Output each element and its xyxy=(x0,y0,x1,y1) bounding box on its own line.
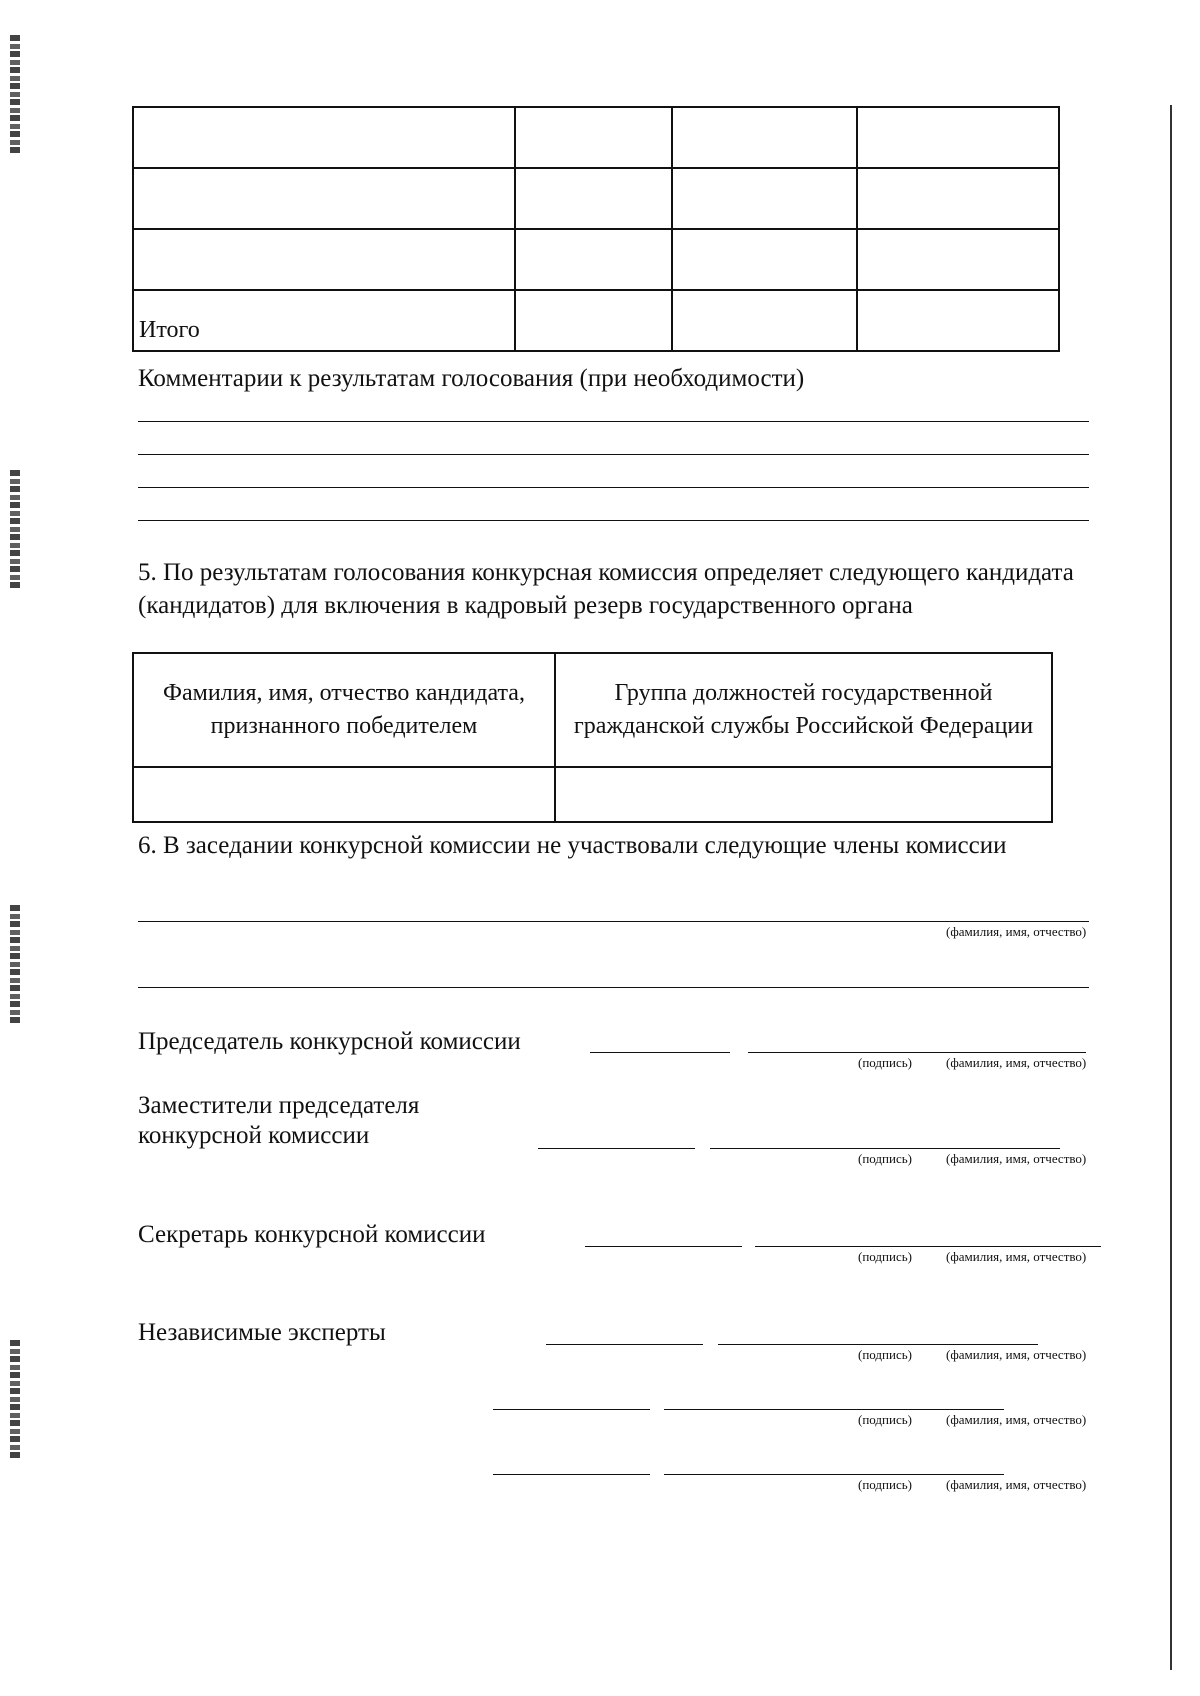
table-cell xyxy=(133,229,515,290)
expert-2-name-line[interactable] xyxy=(664,1409,1004,1410)
expert-2-fio-hint: (фамилия, имя, отчество) xyxy=(946,1412,1087,1427)
table-cell xyxy=(857,168,1059,229)
expert-1-fio-hint: (фамилия, имя, отчество) xyxy=(946,1347,1087,1362)
comments-label: Комментарии к результатам голосования (при необходимости) xyxy=(138,365,805,392)
expert-1-signature-line[interactable] xyxy=(546,1344,703,1345)
expert-2-signature-line[interactable] xyxy=(493,1409,650,1410)
deputies-name-line[interactable] xyxy=(710,1148,1060,1149)
comment-line-3[interactable] xyxy=(138,487,1089,488)
winner-name-cell[interactable] xyxy=(133,767,555,822)
chair-fio-hint: (фамилия, имя, отчество) xyxy=(946,1055,1087,1070)
position-group-header: Группа должностей государственной гражданской службы Российской Федерации xyxy=(555,653,1052,767)
table-cell xyxy=(133,107,515,168)
scan-edge-mark-4 xyxy=(10,1340,20,1460)
expert-3-signature-hint: (подпись) xyxy=(858,1477,912,1492)
winner-table xyxy=(132,652,1053,823)
chair-label: Председатель конкурсной комиссии xyxy=(138,1028,521,1055)
secretary-fio-hint: (фамилия, имя, отчество) xyxy=(946,1249,1087,1264)
table-cell xyxy=(857,107,1059,168)
page-edge-rule xyxy=(1170,105,1172,1670)
secretary-name-line[interactable] xyxy=(755,1246,1101,1247)
expert-2-signature-hint: (подпись) xyxy=(858,1412,912,1427)
expert-3-signature-line[interactable] xyxy=(493,1474,650,1475)
comment-line-1[interactable] xyxy=(138,421,1089,422)
position-group-cell[interactable] xyxy=(555,767,1052,822)
voting-results-table xyxy=(132,106,1060,352)
table-cell xyxy=(857,290,1059,351)
table-row xyxy=(133,107,1059,168)
comment-line-2[interactable] xyxy=(138,454,1089,455)
table-header-row xyxy=(133,653,1052,767)
table-cell xyxy=(515,290,672,351)
experts-label: Независимые эксперты xyxy=(138,1319,386,1346)
scan-edge-mark-2 xyxy=(10,470,20,590)
secretary-label: Секретарь конкурсной комиссии xyxy=(138,1221,486,1248)
absent-member-line-1[interactable] xyxy=(138,921,1089,922)
table-cell xyxy=(515,107,672,168)
total-label: Итого xyxy=(133,290,515,351)
deputies-label-line-1: Заместители председателя xyxy=(138,1092,420,1119)
expert-3-fio-hint: (фамилия, имя, отчество) xyxy=(946,1477,1087,1492)
table-row xyxy=(133,767,1052,822)
deputies-fio-hint: (фамилия, имя, отчество) xyxy=(946,1151,1087,1166)
deputies-signature-hint: (подпись) xyxy=(858,1151,912,1166)
winner-name-header: Фамилия, имя, отчество кандидата, признанного победителем xyxy=(133,653,555,767)
expert-1-signature-hint: (подпись) xyxy=(858,1347,912,1362)
table-row xyxy=(133,229,1059,290)
deputies-label-line-2: конкурсной комиссии xyxy=(138,1122,370,1149)
table-cell xyxy=(672,168,857,229)
expert-3-name-line[interactable] xyxy=(664,1474,1004,1475)
chair-signature-line[interactable] xyxy=(590,1052,730,1053)
table-cell xyxy=(672,290,857,351)
fio-hint: (фамилия, имя, отчество) xyxy=(946,924,1087,939)
table-cell xyxy=(515,168,672,229)
section-6-text: 6. В заседании конкурсной комиссии не участвовали следующие члены комиссии xyxy=(138,832,1007,859)
table-row xyxy=(133,168,1059,229)
scan-edge-mark-1 xyxy=(10,35,20,155)
section-5-text: 5. По результатам голосования конкурсная комиссия определяет следующего кандидата (кандидатов) для включения в кадровый резерв государственного органа xyxy=(138,559,1074,619)
table-cell xyxy=(515,229,672,290)
table-cell xyxy=(857,229,1059,290)
scan-edge-mark-3 xyxy=(10,905,20,1025)
deputies-signature-line[interactable] xyxy=(538,1148,695,1149)
total-row xyxy=(133,290,1059,351)
secretary-signature-hint: (подпись) xyxy=(858,1249,912,1264)
expert-1-name-line[interactable] xyxy=(718,1344,1038,1345)
table-cell xyxy=(672,107,857,168)
chair-signature-hint: (подпись) xyxy=(858,1055,912,1070)
comment-line-4[interactable] xyxy=(138,520,1089,521)
table-cell xyxy=(672,229,857,290)
absent-member-line-2[interactable] xyxy=(138,987,1089,988)
secretary-signature-line[interactable] xyxy=(585,1246,742,1247)
chair-name-line[interactable] xyxy=(748,1052,1086,1053)
table-cell xyxy=(133,168,515,229)
